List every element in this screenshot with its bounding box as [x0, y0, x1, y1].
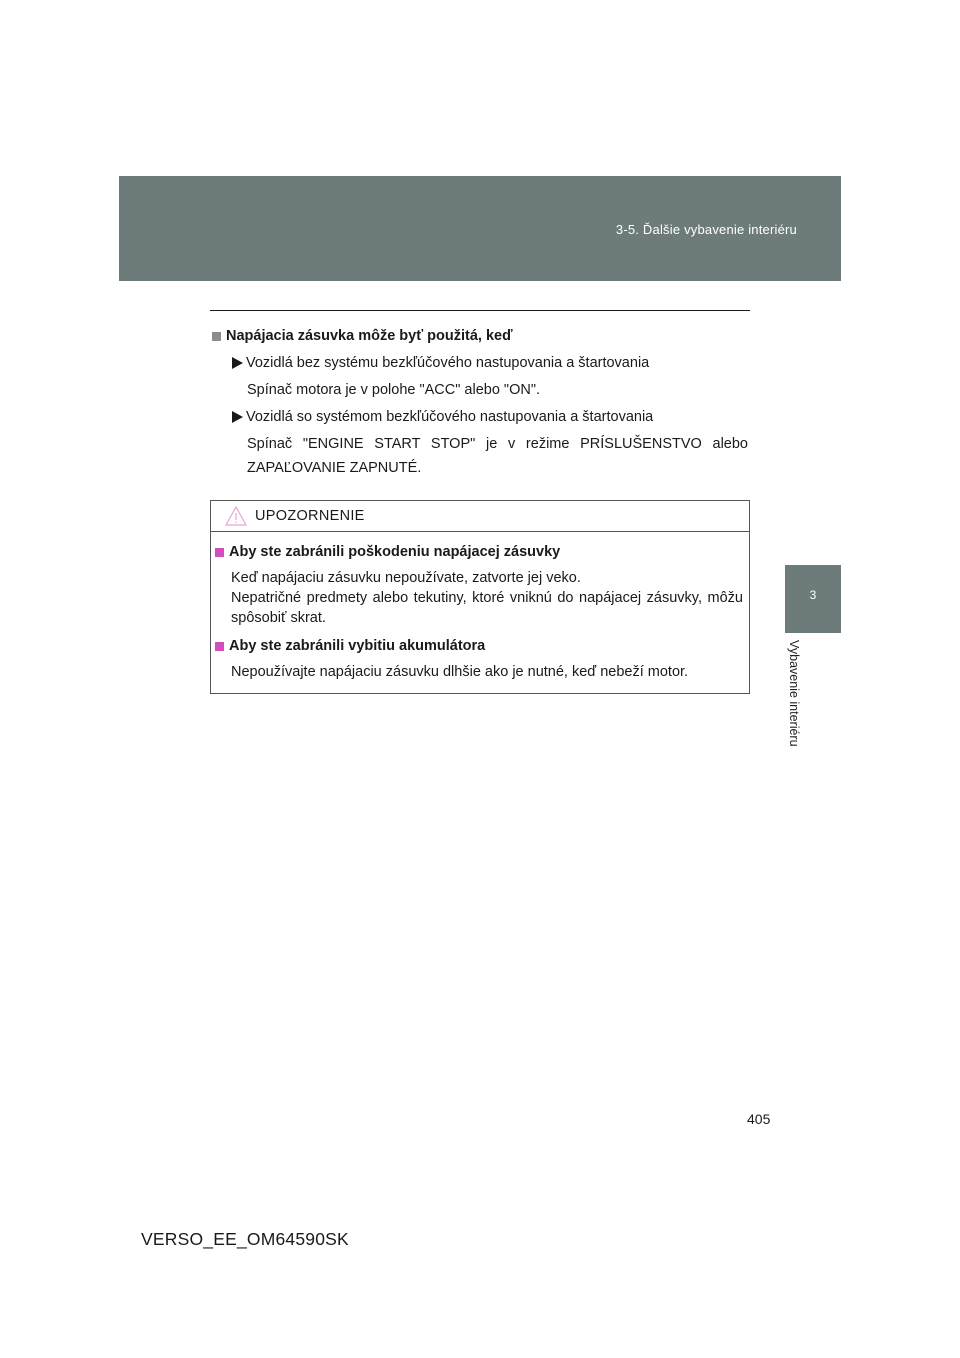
page-number: 405 [747, 1111, 771, 1127]
top-rule [210, 310, 750, 311]
warning-title: UPOZORNENIE [255, 508, 365, 524]
list-item [232, 405, 748, 429]
chapter-number: 3 [809, 588, 817, 602]
document-code: VERSO_EE_OM64590SK [141, 1229, 349, 1249]
bullet-text: Vozidlá so systémom bezkľúčového nastupovania a štartovania [246, 409, 654, 425]
warning-header [211, 501, 749, 532]
square-bullet-icon [215, 642, 224, 651]
main-content [212, 324, 748, 480]
chapter-label-container [784, 640, 804, 770]
warning-section-heading [215, 542, 743, 562]
section-heading [212, 324, 748, 348]
warning-heading-text: Aby ste zabránili poškodeniu napájacej zásuvky [229, 544, 561, 560]
bullet-description: Spínač "ENGINE START STOP" je v režime PRÍSLUŠENSTVO alebo ZAPAĽOVANIE ZAPNUTÉ. [247, 436, 748, 476]
warning-text-line: Keď napájaciu zásuvku nepoužívate, zatvorte jej veko. [231, 570, 581, 586]
header-band [119, 176, 841, 281]
warning-text-line: Nepoužívajte napájaciu zásuvku dlhšie ako je nutné, keď nebeží motor. [231, 664, 689, 680]
section-heading-text: Napájacia zásuvka môže byť použitá, keď [226, 328, 513, 344]
warning-text [231, 568, 743, 628]
warning-text-line: Nepatričné predmety alebo tekutiny, ktoré vniknú do napájacej zásuvky, môžu spôsobiť skrat. [231, 590, 743, 626]
section-title: 3-5. Ďalšie vybavenie interiéru [615, 222, 797, 237]
warning-box [210, 500, 750, 694]
triangle-bullet-icon [232, 357, 243, 369]
warning-icon [225, 506, 247, 526]
bullet-description: Spínač motora je v polohe "ACC" alebo "ON". [247, 382, 541, 398]
chapter-tab [785, 565, 841, 633]
square-bullet-icon [215, 548, 224, 557]
warning-text [231, 662, 743, 682]
triangle-bullet-icon [232, 411, 243, 423]
warning-section-heading [215, 636, 743, 656]
chapter-label: Vybavenie interiéru [787, 640, 801, 747]
list-item [232, 351, 748, 375]
square-bullet-icon [212, 332, 221, 341]
bullet-text: Vozidlá bez systému bezkľúčového nastupovania a štartovania [246, 355, 650, 371]
warning-heading-text: Aby ste zabránili vybitiu akumulátora [229, 638, 486, 654]
warning-body [211, 532, 749, 682]
